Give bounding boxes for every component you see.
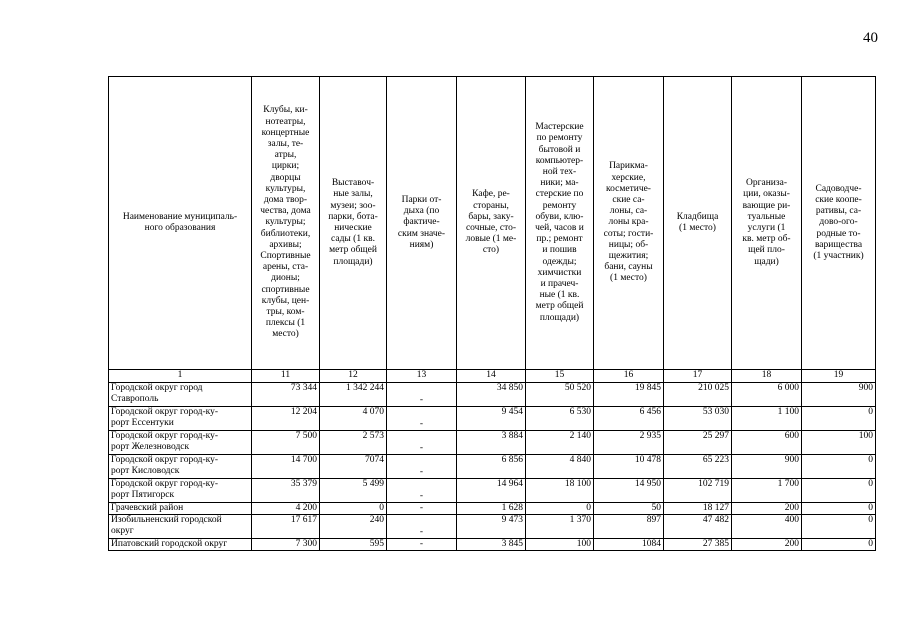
municipality-name: Городской округ город-ку- рорт Кисловодск bbox=[109, 455, 252, 479]
table-cell: 0 bbox=[802, 539, 876, 551]
table-cell: 50 bbox=[594, 503, 664, 515]
table-row bbox=[109, 407, 876, 431]
header-garden-cooperatives: Садоводче- ские коопе- ративы, са- дово-ого- родные то- варищества (1 участник) bbox=[802, 77, 876, 370]
table-row bbox=[109, 455, 876, 479]
table-cell: 0 bbox=[526, 503, 594, 515]
table-cell: 6 856 bbox=[457, 455, 526, 479]
table-cell: 100 bbox=[526, 539, 594, 551]
municipality-name: Изобильненский городской округ bbox=[109, 515, 252, 539]
header-parks: Парки от- дыха (по фактиче- ским значе- ниям) bbox=[387, 77, 457, 370]
column-number: 14 bbox=[457, 370, 526, 383]
table-cell: 7 500 bbox=[252, 431, 320, 455]
column-number: 15 bbox=[526, 370, 594, 383]
table-cell: 9 454 bbox=[457, 407, 526, 431]
table-cell: 53 030 bbox=[664, 407, 732, 431]
table-cell: 0 bbox=[802, 455, 876, 479]
table-cell: 3 845 bbox=[457, 539, 526, 551]
table-cell: 2 140 bbox=[526, 431, 594, 455]
header-exhibition-halls: Выставоч- ные залы, музеи; зоо- парки, бота- нические сады (1 кв. метр общей площади) bbox=[320, 77, 387, 370]
table-cell: 240 bbox=[320, 515, 387, 539]
table-row bbox=[109, 515, 876, 539]
table-cell: 1 370 bbox=[526, 515, 594, 539]
table-cell: 0 bbox=[802, 503, 876, 515]
table-cell: 900 bbox=[732, 455, 802, 479]
municipality-name: Городской округ город Ставрополь bbox=[109, 383, 252, 407]
table-cell: 4 200 bbox=[252, 503, 320, 515]
table-row bbox=[109, 479, 876, 503]
column-number: 12 bbox=[320, 370, 387, 383]
table-cell: 4 840 bbox=[526, 455, 594, 479]
table-cell: 25 297 bbox=[664, 431, 732, 455]
table-cell: 0 bbox=[802, 515, 876, 539]
table-cell: 27 385 bbox=[664, 539, 732, 551]
table-row bbox=[109, 503, 876, 515]
table-cell: 210 025 bbox=[664, 383, 732, 407]
municipality-name: Ипатовский городской округ bbox=[109, 539, 252, 551]
data-table bbox=[108, 76, 876, 551]
table-cell: 14 964 bbox=[457, 479, 526, 503]
municipality-name: Городской округ город-ку- рорт Пятигорск bbox=[109, 479, 252, 503]
table-cell: 7074 bbox=[320, 455, 387, 479]
table-cell: 1 100 bbox=[732, 407, 802, 431]
table-cell: 0 bbox=[320, 503, 387, 515]
table-cell: 50 520 bbox=[526, 383, 594, 407]
header-row bbox=[109, 77, 876, 370]
table-cell: 9 473 bbox=[457, 515, 526, 539]
table-cell: 73 344 bbox=[252, 383, 320, 407]
table-cell: 3 884 bbox=[457, 431, 526, 455]
table-cell: 0 bbox=[802, 479, 876, 503]
table-cell: 0 bbox=[802, 407, 876, 431]
municipality-name: Грачевский район bbox=[109, 503, 252, 515]
table-cell: 4 070 bbox=[320, 407, 387, 431]
column-number: 11 bbox=[252, 370, 320, 383]
table-cell: - bbox=[387, 503, 457, 515]
table-cell: 14 700 bbox=[252, 455, 320, 479]
table-cell: 6 530 bbox=[526, 407, 594, 431]
municipality-name: Городской округ город-ку- рорт Железноводск bbox=[109, 431, 252, 455]
table-cell: - bbox=[387, 407, 457, 431]
table-cell: 897 bbox=[594, 515, 664, 539]
table-cell: 10 478 bbox=[594, 455, 664, 479]
header-clubs: Клубы, ки- нотеатры, концертные залы, те- атры, цирки; дворцы культуры, дома твор- чества, дома культуры; библиотеки, архивы; Спортивные арены, ста- дионы; спортивные клубы, цен- тры, ком- плексы (1 место) bbox=[252, 77, 320, 370]
table-cell: 34 850 bbox=[457, 383, 526, 407]
header-hairdressers: Парикма- херские, косметиче- ские са- лоны, са- лоны кра- соты; гости- ницы; об- щежития; бани, сауны (1 место) bbox=[594, 77, 664, 370]
table-row bbox=[109, 539, 876, 551]
table-cell: - bbox=[387, 515, 457, 539]
column-number: 18 bbox=[732, 370, 802, 383]
table-cell: 12 204 bbox=[252, 407, 320, 431]
table-cell: 1 628 bbox=[457, 503, 526, 515]
table-row bbox=[109, 431, 876, 455]
table-cell: 18 127 bbox=[664, 503, 732, 515]
table-cell: 7 300 bbox=[252, 539, 320, 551]
table-cell: 6 456 bbox=[594, 407, 664, 431]
header-cafes: Кафе, ре- стораны, бары, заку- сочные, сто- ловые (1 ме- сто) bbox=[457, 77, 526, 370]
table-cell: 200 bbox=[732, 503, 802, 515]
table-cell: 5 499 bbox=[320, 479, 387, 503]
column-number: 16 bbox=[594, 370, 664, 383]
header-cemeteries: Кладбища (1 место) bbox=[664, 77, 732, 370]
page-number: 40 bbox=[863, 30, 878, 46]
table-cell: 100 bbox=[802, 431, 876, 455]
table-row bbox=[109, 383, 876, 407]
table-cell: - bbox=[387, 539, 457, 551]
table-cell: - bbox=[387, 455, 457, 479]
table-cell: 900 bbox=[802, 383, 876, 407]
header-funeral-services: Организа- ции, оказы- вающие ри- туальные услуги (1 кв. метр об- щей пло- щади) bbox=[732, 77, 802, 370]
table-cell: - bbox=[387, 431, 457, 455]
municipality-name: Городской округ город-ку- рорт Ессентуки bbox=[109, 407, 252, 431]
table-cell: 35 379 bbox=[252, 479, 320, 503]
table-cell: 14 950 bbox=[594, 479, 664, 503]
table-cell: 19 845 bbox=[594, 383, 664, 407]
table-cell: 400 bbox=[732, 515, 802, 539]
table-cell: 47 482 bbox=[664, 515, 732, 539]
column-number: 17 bbox=[664, 370, 732, 383]
table-cell: 2 935 bbox=[594, 431, 664, 455]
table-cell: 2 573 bbox=[320, 431, 387, 455]
table-cell: 1 342 244 bbox=[320, 383, 387, 407]
table-cell: 600 bbox=[732, 431, 802, 455]
table-cell: 6 000 bbox=[732, 383, 802, 407]
table-cell: 17 617 bbox=[252, 515, 320, 539]
column-number-row bbox=[109, 370, 876, 383]
table-cell: - bbox=[387, 383, 457, 407]
column-number: 19 bbox=[802, 370, 876, 383]
table-cell: 1084 bbox=[594, 539, 664, 551]
table-cell: 18 100 bbox=[526, 479, 594, 503]
column-number: 1 bbox=[109, 370, 252, 383]
table-cell: 595 bbox=[320, 539, 387, 551]
table-cell: 1 700 bbox=[732, 479, 802, 503]
table-cell: - bbox=[387, 479, 457, 503]
table-cell: 200 bbox=[732, 539, 802, 551]
header-repair-shops: Мастерские по ремонту бытовой и компьютер- ной тех- ники; ма- стерские по ремонту обуви, клю- чей, часов и пр.; ремонт и пошив одежды; химчистки и прачеч- ные (1 кв. метр общей площади) bbox=[526, 77, 594, 370]
table-cell: 102 719 bbox=[664, 479, 732, 503]
table-cell: 65 223 bbox=[664, 455, 732, 479]
header-municipality: Наименование муниципаль- ного образования bbox=[109, 77, 252, 370]
column-number: 13 bbox=[387, 370, 457, 383]
